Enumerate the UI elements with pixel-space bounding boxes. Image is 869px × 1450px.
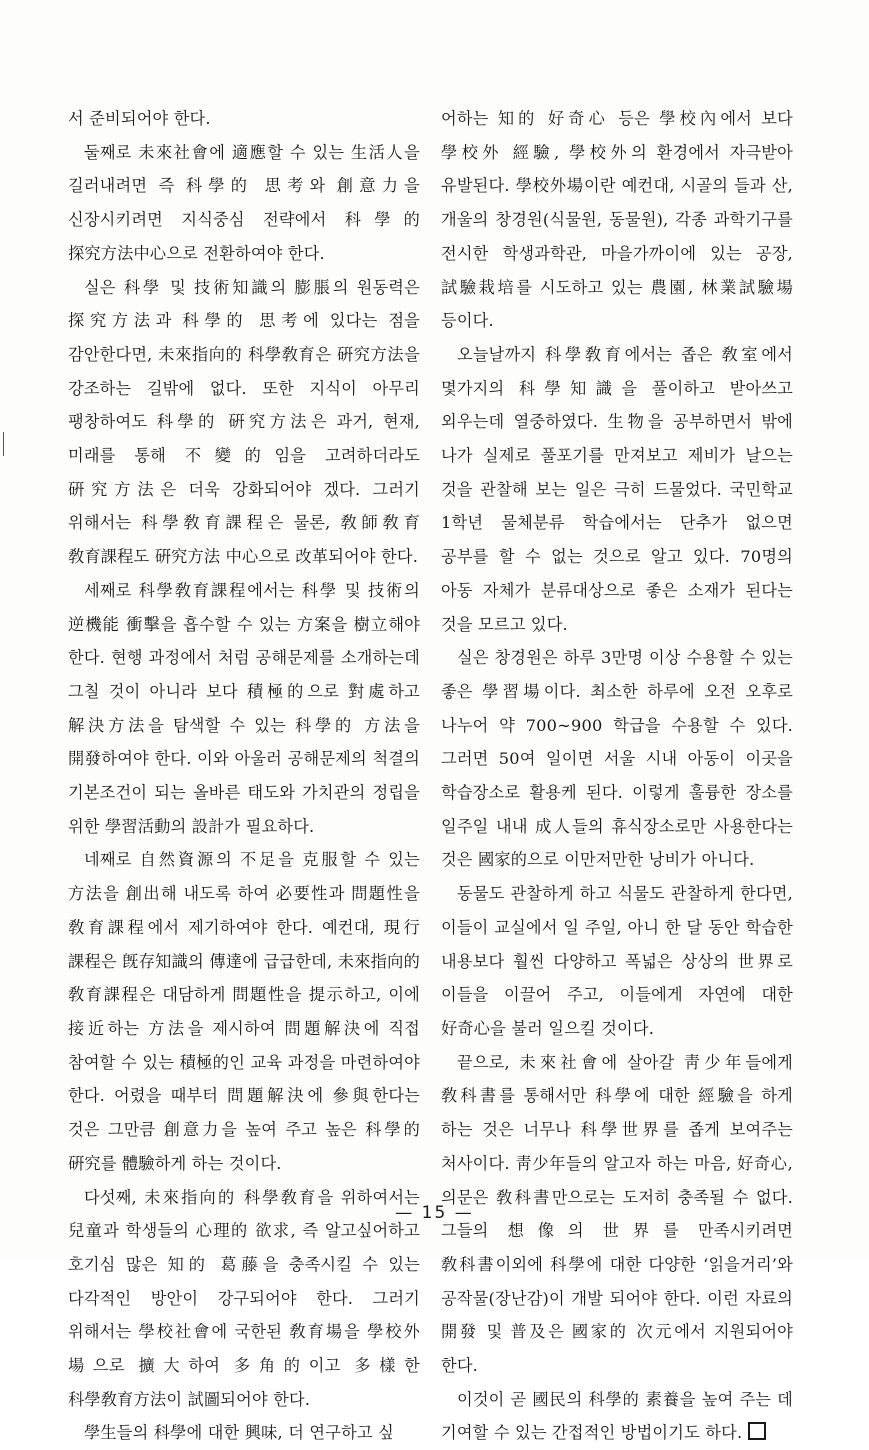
left-column [68,102,420,1450]
paragraph [68,1416,420,1450]
paragraph-text: 끝으로, 未來社會에 살아갈 靑少年들에게 敎科書를 통해서만 科學에 대한 經驗을 하게 하는 것은 너무나 科學世界를 좁게 보여주는 처사이다. 靑少年들의 알고자 하는 마음, 好奇心, 의문은 敎科書만으로는 도저히 충족될 수 없다. 그들의 想像의 世界를 만족시키려면 敎科書이외에 科學에 대한 다양한 ‘읽을거리’와 공작물(장난감)이 개발 되어야 한다. 이런 자료의 開發 및 普及은 國家的 次元에서 지원되어야 한다. [441,1052,793,1376]
paragraph-text: 다섯째, 未來指向的 科學敎育을 위하여서는 兒童과 학생들의 心理的 欲求, 즉 알고싶어하고 호기심 많은 知的 葛藤을 충족시킬 수 있는 다각적인 방안이 강구되어야 한다. 그러기 위해서는 學校社會에 국한된 敎育場을 學校外 場으로 擴大하여 多角的이고 多樣한 科學敎育方法이 試圖되어야 한다. [68,1187,420,1409]
paragraph-text: 네째로 自然資源의 不足을 克服할 수 있는 方法을 創出해 내도록 하여 必要性과 問題性을 敎育課程에서 제기하여야 한다. 예컨대, 現行 課程은 旣存知識의 傳達에 급급한데, 未來指向的 敎育課程은 대담하게 問題性을 提示하고, 이에 接近하는 方法을 제시하여 問題解決에 직접 참여할 수 있는 積極的인 교육 과정을 마련하여야 한다. 어렸을 때부터 問題解決에 參與한다는 것은 그만큼 創意力을 높여 주고 높은 科學的 硏究를 體驗하게 하는 것이다. [68,850,420,1173]
paragraph-text: 실은 창경원은 하루 3만명 이상 수용할 수 있는 좋은 學習場이다. 최소한 하루에 오전 오후로 나누어 약 700∼900 학급을 수용할 수 있다. 그러면 50여 일이면 서울 시내 아동이 이곳을 학습장소로 활용케 된다. 이렇게 훌륭한 장소를 일주일 내내 成人들의 휴식장소로만 사용한다는 것은 國家的으로 이만저만한 낭비가 아니다. [441,648,793,870]
paragraph [68,843,420,1180]
paragraph [68,102,420,136]
end-square-icon [748,1422,766,1440]
paragraph [441,877,793,1046]
paragraph-text: 실은 科學 및 技術知識의 膨脹의 원동력은 探究方法과 科學的 思考에 있다는 점을 감안한다면, 未來指向的 科學敎育은 硏究方法을 강조하는 길밖에 없다. 또한 지식이 아무리 팽창하여도 科學的 硏究方法은 과거, 현재, 미래를 통해 不變的임을 고려하더라도 硏究方法은 더욱 강화되어야 겠다. 그러기 위해서는 科學敎育課程은 물론, 敎師敎育 敎育課程도 硏究方法 中心으로 改革되어야 한다. [68,277,420,567]
paragraph [441,641,793,877]
paragraph-text: 세째로 科學敎育課程에서는 科學 및 技術의 逆機能 衝擊을 흡수할 수 있는 方案을 樹立해야 한다. 현행 과정에서 처럼 공해문제를 소개하는데 그칠 것이 아니라 보다 積極的으로 對處하고 解決方法을 탐색할 수 있는 科學的 方法을 開發하여야 한다. 이와 아울러 공해문제의 척결의 기본조건이 되는 올바른 태도와 가치관의 정립을 위한 學習活動의 設計가 필요하다. [68,580,420,836]
page-number: — 15 — [395,1203,474,1223]
paragraph [68,271,420,574]
paragraph [68,574,420,844]
margin-mark [3,432,4,456]
paragraph [68,136,420,271]
paragraph-text: 學生들의 科學에 대한 興味, 더 연구하고 싶 [84,1423,394,1443]
paragraph-text: 이것이 곧 國民의 科學的 素養을 높여 주는 데 기여할 수 있는 간접적인 방법이기도 하다. [441,1389,793,1443]
paragraph [441,102,793,338]
paragraph-text: 어하는 知的 好奇心 등은 學校內에서 보다 學校外 經驗, 學校外의 환경에서 자극받아 유발된다. 學校外場이란 예컨대, 시골의 들과 산, 개울의 창경원(식물원, 동물원), 각종 과학기구를 전시한 학생과학관, 마을가까이에 있는 공장, 試驗栽培를 시도하고 있는 農園, 林業試驗場 등이다. [441,109,793,331]
paragraph-text: 동물도 관찰하게 하고 식물도 관찰하게 한다면, 이들이 교실에서 일 주일, 아니 한 달 동안 학습한 내용보다 훨씬 다양하고 폭넓은 상상의 世界로 이들을 이끌어 주고, 이들에게 자연에 대한 好奇心을 불러 일으킬 것이다. [441,884,793,1038]
paragraph [441,338,793,641]
right-column [441,102,793,1450]
paragraph-text: 서 준비되어야 한다. [68,109,211,128]
paragraph [441,1383,793,1450]
paragraph-text: 둘째로 未來社會에 適應할 수 있는 生活人을 길러내려면 즉 科學的 思考와 創意力을 신장시키려면 지식중심 전략에서 科學的 探究方法中心으로 전환하여야 한다. [68,142,420,263]
paragraph-text: 오늘날까지 科學敎育에서는 좁은 敎室에서 몇가지의 科學知識을 풀이하고 받아쓰고 외우는데 열중하였다. 生物을 공부하면서 밖에 나가 실제로 풀포기를 만져보고 제비가 날으는 것을 관찰해 보는 일은 극히 드물었다. 국민학교 1학년 물체분류 학습에서는 단추가 없으면 공부를 할 수 없는 것으로 알고 있다. 70명의 아동 자체가 분류대상으로 좋은 소재가 된다는 것을 모르고 있다. [441,344,793,634]
